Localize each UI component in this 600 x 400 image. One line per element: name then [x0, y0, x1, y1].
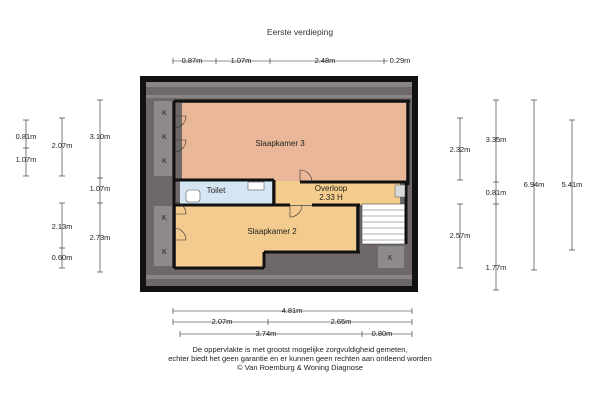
staircase — [362, 204, 406, 244]
radiator — [395, 185, 405, 197]
closet-label-5: K — [162, 249, 167, 256]
left-inner-dim-1: 2.07m — [51, 141, 73, 150]
right-inner-dim-4: 2.57m — [449, 231, 471, 240]
room-label-toilet: Toilet — [206, 186, 226, 195]
top-dim-3: 2.48m — [314, 56, 336, 65]
right-inner-dim-1: 2.32m — [449, 145, 471, 154]
left-inner-dim-3: 1.07m — [89, 184, 111, 193]
closet-label-1: K — [162, 110, 167, 117]
left-inner-dim-2: 3.10m — [89, 132, 111, 141]
bottom-dim-3-1: 3.74m — [255, 329, 277, 338]
left-outer-dim-1: 0.81m — [15, 132, 37, 141]
room-label-overloop: Overloop — [314, 184, 348, 193]
top-dim-2: 1.07m — [230, 56, 252, 65]
closet-label-2: K — [162, 134, 167, 141]
left-inner-dim-4: 2.73m — [89, 233, 111, 242]
right-inner-dim-3: 0.81m — [485, 188, 507, 197]
disclaimer-line-1: De oppervlakte is met grootst mogelijke zorgvuldigheid gemeten, — [192, 345, 408, 354]
bottom-dim-2-2: 2.65m — [330, 317, 352, 326]
bottom-dim-2-1: 2.07m — [211, 317, 233, 326]
copyright-line: © Van Roemburg & Woning Diagnose — [237, 363, 363, 372]
room-label-slaapkamer2: Slaapkamer 2 — [247, 227, 297, 236]
left-outer-dim-3: 2.13m — [51, 222, 73, 231]
room-height-overloop: 2.33 H — [319, 193, 343, 202]
top-dim-1: 0.87m — [181, 56, 203, 65]
floor-title: Eerste verdieping — [266, 27, 334, 37]
bottom-dim-total: 4.81m — [281, 306, 303, 315]
closet-label-3: K — [162, 158, 167, 165]
top-dimension-line — [173, 58, 388, 64]
disclaimer-line-2: echter biedt het geen garantie en er kunnen geen rechten aan ontleend worden — [168, 354, 432, 363]
closet-label-4: K — [162, 215, 167, 222]
right-outer-dim-2: 5.41m — [561, 180, 583, 189]
top-dim-4: 0.29m — [389, 56, 411, 65]
room-label-slaapkamer3: Slaapkamer 3 — [255, 139, 305, 148]
closet-label-6: K — [388, 255, 393, 262]
right-inner-dim-2: 3.35m — [485, 135, 507, 144]
left-outer-dim-4: 0.60m — [51, 253, 73, 262]
right-inner-dim-5: 1.77m — [485, 263, 507, 272]
left-outer-dim-2: 1.07m — [15, 155, 37, 164]
bottom-dim-3-2: 0.80m — [371, 329, 393, 338]
right-outer-dim-1: 6.94m — [523, 180, 545, 189]
